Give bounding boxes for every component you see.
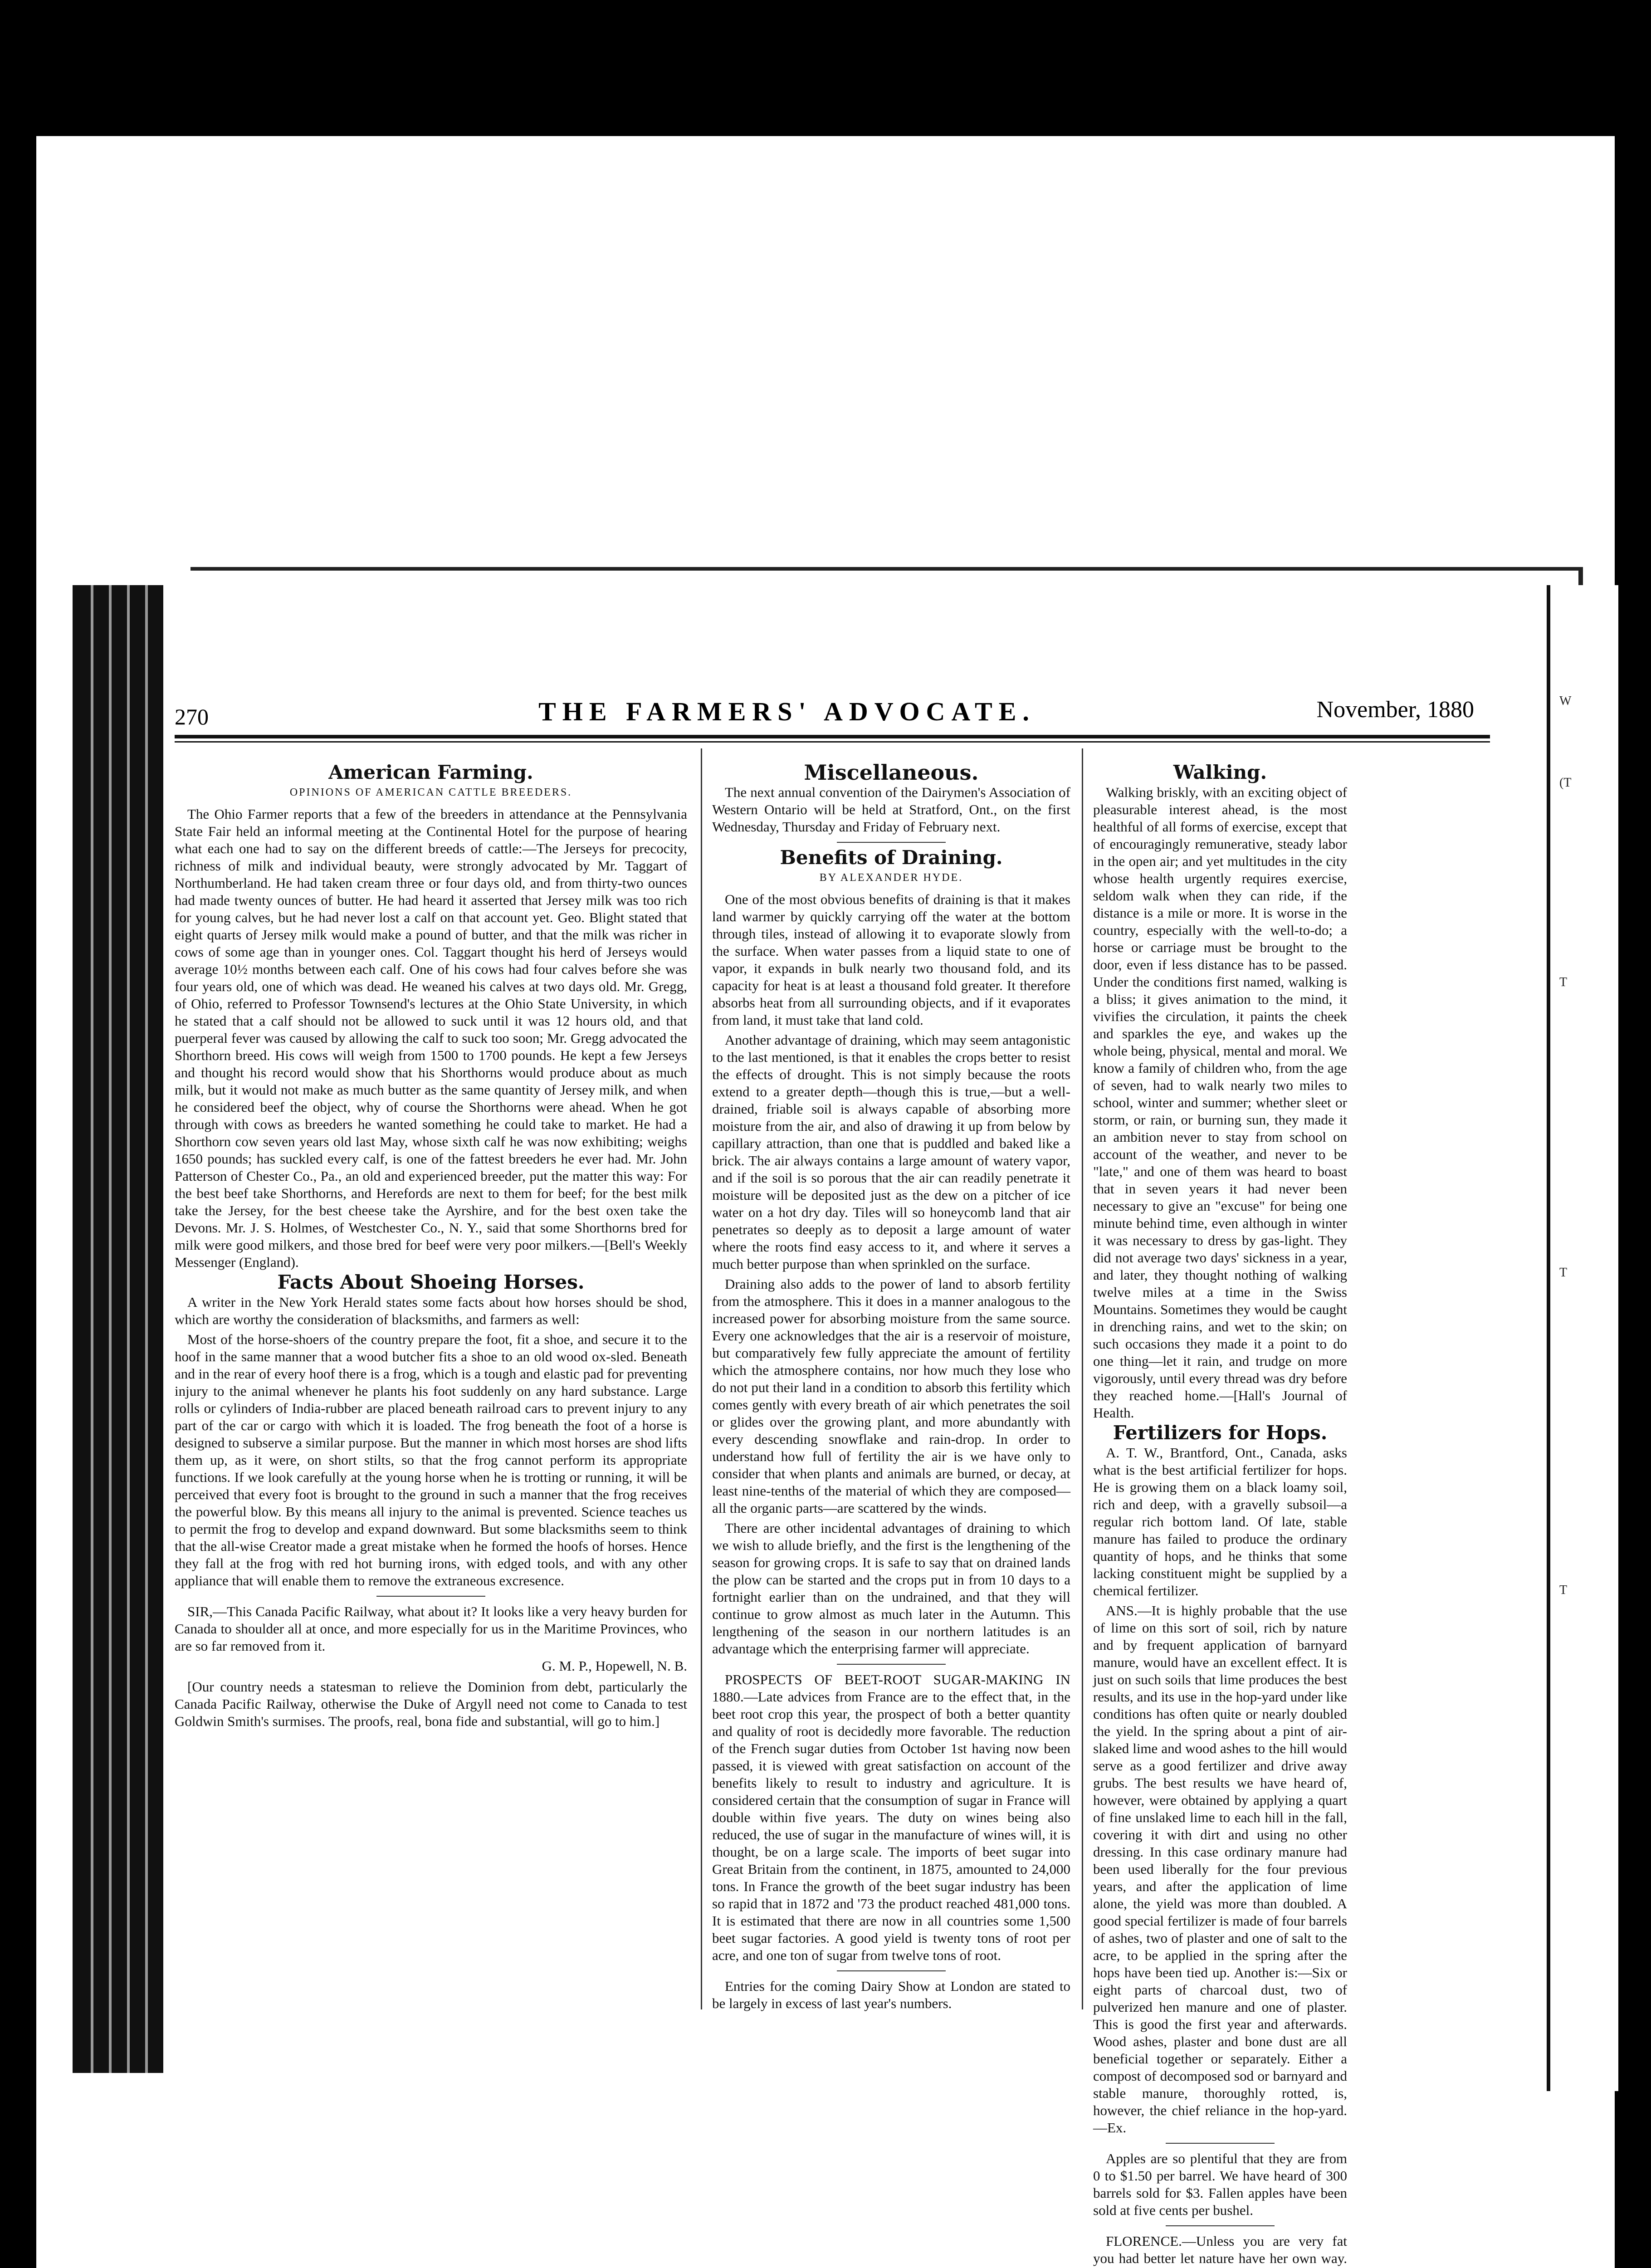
next-page-edge xyxy=(1547,585,1618,2091)
article-title: Walking. xyxy=(1173,761,1267,783)
next-page-fragment: T xyxy=(1559,1266,1568,1280)
section-divider xyxy=(376,1596,485,1597)
article-paragraph: One of the most obvious benefits of draining is that it makes land warmer by quickly carrying off the water at the bottom through tiles, instead of allowing it to evaporate slowly from the surface. When water passes from a liquid state to one of vapor, it expands in bulk nearly two thousand fold, and its capacity for heat is at least a thousand fold greater. It therefore absorbs heat from all surrounding objects, and if it evaporates from land, it must take that land cold. xyxy=(712,891,1070,1028)
section-divider xyxy=(837,1970,946,1971)
section-divider xyxy=(837,1664,946,1665)
article-title: Facts About Shoeing Horses. xyxy=(277,1271,585,1293)
article-title: Fertilizers for Hops. xyxy=(1113,1422,1328,1444)
article-paragraph: Walking briskly, with an exciting object of pleasurable interest ahead, is the most healthful of all forms of exercise, except that of encouragingly remunerative, steady labor in the open air; and yet multitudes in the city whose health urgently requires exercise, seldom walk when they can ride, if the distance is a mile or more. It is worse in the country, especially with the well-to-do; a horse or carriage must be brought to the door, even if less distance has to be passed. Under the conditions first named, walking is a bliss; it gives animation to the mind, it vivifies the circulation, it paints the cheek and sparkles the eye, and wakes up the whole being, physical, mental and moral. We know a family of children who, from the age of seven, had to walk nearly two miles to school, winter and summer; whether sleet or storm, or rain, or burning sun, they made it an ambition never to stay from school on account of the weather, and never to be "late," and one of them was heard to boast that in seven years it had never been necessary to give an "excuse" for being one minute behind time, even although in winter it was necessary to dress by gas-light. They did not average two days' sickness in a year, and later, they thought nothing of walking twelve miles at a time in the Swiss Mountains. Sometimes they would be caught in drenching rains, and wet to the skin; on such occasions they made it a point to do one thing—let it rain, and trudge on more vigorously, until every thread was dry before they reached home.—[Hall's Journal of Health. xyxy=(1093,784,1347,1421)
page-header xyxy=(175,696,1474,733)
article-paragraph: ANS.—It is highly probable that the use of lime on this sort of soil, rich by nature and by frequent application of barnyard manure, would have an excellent effect. It is just on such soils that lime produces the best results, and its use in the hop-yard under like conditions has often quite or nearly doubled the yield. In the spring about a pint of air-slaked lime and wood ashes to the hill would serve as a good fertilizer and drive away grubs. The best results we have heard of, however, were obtained by applying a quart of fine unslaked lime to each hill in the fall, covering it with dirt and using no other dressing. In this case ordinary manure had been used liberally for the four previous years, and after the application of lime alone, the yield was more than doubled. A good special fertilizer is made of four barrels of ashes, two of plaster and one of salt to the acre, to be applied in the spring after the hops have been tied up. Another is:—Six or eight parts of charcoal dust, two of pulverized hen manure and one of plaster. This is good the first year and afterwards. Wood ashes, plaster and bone dust are all beneficial together or separately. Either a compost of decomposed sod or barnyard and stable manure, thoroughly rotted, is, however, the chief reliance in the hop-yard.—Ex. xyxy=(1093,1603,1347,2136)
book-page-edges xyxy=(73,585,163,2073)
article-paragraph: Draining also adds to the power of land to absorb fertility from the atmosphere. This it does in a manner analogous to the increased power for absorbing moisture from the same source. Every one acknowledges that the air is a reservoir of moisture, but comparatively few fully appreciate the amount of fertility which the atmosphere contains, nor how much they lose who do not put their land in a condition to absorb this fertility which comes gently with every breath of air which penetrates the soil or glides over the growing plant, and more abundantly with every descending snowflake and rain-drop. In order to understand how full of fertility the air is we have only to consider that when plants and animals are burned, or decay, at least nine-tenths of the material of which they are composed—all the organic parts—are scattered by the winds. xyxy=(712,1276,1070,1516)
article-paragraph: Most of the horse-shoers of the country prepare the foot, fit a shoe, and secure it to the hoof in the same manner that a wood butcher fits a shoe to an old wood ox-sled. Beneath and in the rear of every hoof there is a frog, which is a tough and elastic pad for preventing injury to the animal whenever he plants his foot suddenly on any hard substance. Large rolls or cylinders of India-rubber are placed beneath railroad cars to prevent injury to any part of the car or cargo with which it is loaded. The frog beneath the foot of a horse is designed to subserve a similar purpose. But the manner in which most horses are shod lifts them up, as it were, on short stilts, so that the frog cannot perform its appropriate functions. If we look carefully at the young horse when he is trotting or running, it will be perceived that every foot is brought to the ground in such a manner that the frog receives the powerful blow. By this means all injury to the animal is prevented. Science teaches us to permit the frog to develop and expand downward. But some blacksmiths seem to think that the all-wise Creator made a great mistake when he formed the hoofs of horses. Hence they fall at the frog with red hot burning irons, with edged tools, and with any other appliance that will enable them to remove the extraneous excresence. xyxy=(175,1331,687,1589)
column-3 xyxy=(1093,761,1347,2266)
next-page-fragment: W xyxy=(1559,694,1572,708)
article-paragraph: A writer in the New York Herald states some facts about how horses should be shod, which are worthy the consideration of blacksmiths, and farmers as well: xyxy=(175,1294,687,1327)
section-divider xyxy=(1166,2225,1275,2226)
article-paragraph: Entries for the coming Dairy Show at London are stated to be largely in excess of last year's numbers. xyxy=(712,1978,1070,2011)
article-paragraph: PROSPECTS OF BEET-ROOT SUGAR-MAKING IN 1880.—Late advices from France are to the effect that, in the beet root crop this year, the prospect of both a better quantity and quality of root is decidedly more favorable. The reduction of the French sugar duties from October 1st having now been passed, it is viewed with great satisfaction on account of the benefits likely to result to industry and agriculture. It is considered certain that the consumption of sugar in France will double within five years. The duty on wines being also reduced, the use of sugar in the manufacture of wines will, it is thought, be on a large scale. The imports of beet sugar into Great Britain from the continent, in 1875, amounted to 24,000 tons. In France the growth of the beet sugar industry has been so rapid that in 1872 and '73 the product reached 481,000 tons. It is estimated that there are now in all countries some 1,500 beet sugar factories. A good yield is twenty tons of root per acre, and one ton of sugar from twelve tons of root. xyxy=(712,1672,1070,1963)
next-page-fragment: (T xyxy=(1559,776,1572,790)
section-divider xyxy=(1166,2143,1275,2144)
page-number: 270 xyxy=(175,704,209,729)
header-rule xyxy=(175,735,1490,738)
column-2 xyxy=(712,762,1070,2019)
article-title: Benefits of Draining. xyxy=(780,846,1003,869)
header-rule-thin xyxy=(175,741,1490,743)
article-paragraph: The next annual convention of the Dairymen's Association of Western Ontario will be held at Stratford, Ont., on the first Wednesday, Thursday and Friday of February next. xyxy=(712,784,1070,835)
column-rule xyxy=(701,748,702,2009)
article-paragraph: Apples are so plentiful that they are from 0 to $1.50 per barrel. We have heard of 300 barrels sold for $3. Fallen apples have been sold at five cents per bushel. xyxy=(1093,2151,1347,2218)
article-paragraph: The Ohio Farmer reports that a few of the breeders in attendance at the Pennsylvania State Fair held an informal meeting at the Continental Hotel for the purpose of hearing what each one had to say on the different breeds of cattle:—The Jerseys for precocity, richness of milk and individual beauty, were strongly advocated by Mr. Taggart of Northumberland. He had taken cream three or four days old, and from thirty-two ounces had made twenty ounces of butter. He had heard it asserted that Jersey milk was too rich for young calves, but he had never lost a calf on that account yet. Geo. Blight stated that eight quarts of Jersey milk would make a pound of butter, and that the milk was richer in cows of some age than in younger ones. Col. Taggart thought his herd of Jerseys would average 10½ months between each calf. One of his cows had four calves before she was four years old, one of which was dead. He weaned his calves at two days old. Mr. Gregg, of Ohio, referred to Professor Townsend's lectures at the Ohio State University, in which he stated that a calf should not be allowed to suck until it was 12 hours old, and that puerperal fever was caused by allowing the calf to suck too soon; Mr. Gregg advocated the Shorthorn breed. His cows will weigh from 1500 to 1700 pounds. He kept a few Jerseys and thought his record would show that his Shorthorns would produce about as much milk, but it would not make as much butter as the same quantity of Jersey milk, and when he considered beef the object, why of course the Shorthorns were ahead. When he got through with cows as breeders he wanted something he could take to market. He had a Shorthorn cow seven years old last May, whose sixth calf he was now exhibiting; weighs 1650 pounds; has suckled every calf, is one of the fattest breeders he ever had. Mr. John Patterson of Chester Co., Pa., an old and experienced breeder, put the matter this way: For the best beef take Shorthorns, and Herefords are next to them for beef; for the best milk take the Jersey, for the best cheese take the Ayrshire, and for the best oxen take the Devons. Mr. J. S. Holmes, of Westchester Co., N. Y., said that some Shorthorns bred for milk were good milkers, and those bred for beef were very poor milkers.—[Bell's Weekly Messenger (England). xyxy=(175,806,687,1270)
next-page-fragment: T xyxy=(1559,975,1568,989)
article-title: American Farming. xyxy=(328,761,533,783)
article-paragraph: There are other incidental advantages of draining to which we wish to allude briefly, and the first is the lengthening of the season for growing crops. It is safe to say that on drained lands the plow can be started and the crops put in from 10 days to a fortnight earlier than on the undrained, and that they will continue to grow almost as much later in the Autumn. This lengthening of the season in our northern latitudes is an advantage which the enterprising farmer will appreciate. xyxy=(712,1520,1070,1657)
column-rule xyxy=(1082,748,1083,2009)
article-subtitle: OPINIONS OF AMERICAN CATTLE BREEDERS. xyxy=(289,787,572,798)
article-paragraph: Another advantage of draining, which may seem antagonistic to the last mentioned, is that it enables the crops better to resist the effects of drought. This is not simply because the roots extend to a greater depth—though this is true,—but a well-drained, friable soil is always capable of absorbing more moisture from the air, and also of drawing it up from below by capillary attraction, than one that is puddled and baked like a brick. The air always contains a large amount of watery vapor, and if the soil is so porous that the air can readily penetrate it moisture will be deposited just as the dew on a pitcher of ice water on a hot dry day. Tiles will so honeycomb land that air penetrates so deeply as to deposit a large amount of water where the roots find easy access to it, and where it serves a much better purpose than when sprinkled on the surface. xyxy=(712,1032,1070,1272)
masthead: THE FARMERS' ADVOCATE. xyxy=(538,697,1036,726)
section-divider xyxy=(837,842,946,843)
article-paragraph: A. T. W., Brantford, Ont., Canada, asks what is the best artificial fertilizer for hops. He is growing them on a black loamy soil, rich and deep, with a gravelly subsoil—a regular rich bottom land. Of late, stable manure has failed to produce the ordinary quantity of hops, and he thinks that some lacking constituent might be supplied by a chemical fertilizer. xyxy=(1093,1445,1347,1598)
issue-date: November, 1880 xyxy=(1316,697,1474,723)
article-paragraph: FLORENCE.—Unless you are very fat you had better let nature have her own way. xyxy=(1093,2233,1347,2266)
column-1 xyxy=(175,762,687,1996)
next-page-fragment: T xyxy=(1559,1583,1568,1597)
letter-signature: G. M. P., Hopewell, N. B. xyxy=(542,1658,687,1674)
article-byline: BY ALEXANDER HYDE. xyxy=(819,872,963,884)
editor-reply: [Our country needs a statesman to relieve the Dominion from debt, particularly the Canada Pacific Railway, otherwise the Duke of Argyll need not come to Canada to test Goldwin Smith's surmises. The proofs, real, bona fide and substantial, will go to him.] xyxy=(175,1679,687,1729)
section-heading: Miscellaneous. xyxy=(804,760,979,785)
letter-text: SIR,—This Canada Pacific Railway, what about it? It looks like a very heavy burden for Canada to shoulder all at once, and more especially for us in the Maritime Provinces, who are so far removed from it. xyxy=(175,1603,687,1654)
